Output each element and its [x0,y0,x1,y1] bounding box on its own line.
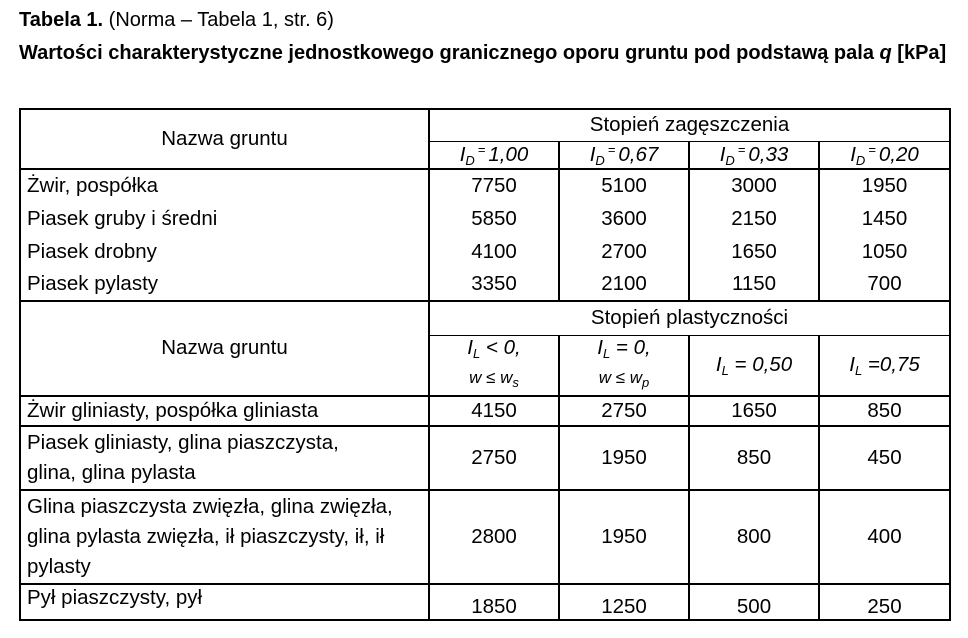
title-unit: [kPa] [891,42,947,64]
value-cell: 500 [689,584,819,620]
soil-name-cell: Piasek drobny [20,235,429,268]
section1-col-header: $I_D^=$ 0,33 [689,141,819,169]
section1-col-header: $I_D^=$ 0,67 [559,141,689,169]
value-cell: 2800 [429,490,559,584]
section1-col-header: $I_D^=$ 0,20 [819,141,950,169]
value-cell: 2700 [559,235,689,268]
table-row [20,426,950,490]
value-cell: 250 [819,584,950,620]
value-cell: 850 [689,426,819,490]
section2-name-header: Nazwa gruntu [20,301,429,396]
value-cell: 4100 [429,235,559,268]
section1-col-header: $I_D^=$ 1,00 [429,141,559,169]
section2-col-header: $I_L < 0$, $w \le w_s$ [429,335,559,396]
value-cell: 3600 [559,202,689,235]
table-caption [19,7,334,33]
table-title [19,40,949,66]
value-cell: 1650 [689,396,819,426]
soil-name-cell: Piasek gruby i średni [20,202,429,235]
soil-name-cell: Żwir, pospółka [20,169,429,202]
table-row [20,202,950,235]
soil-name-cell: Piasek gliniasty, glina piaszczysta, glina, glina pylasta [20,426,429,490]
value-cell: 400 [819,490,950,584]
value-cell: 2150 [689,202,819,235]
value-cell: 1050 [819,235,950,268]
value-cell: 2100 [559,268,689,301]
section1-group-header: Stopień zagęszczenia [429,109,950,141]
soil-name-cell: Żwir gliniasty, pospółka gliniasta [20,396,429,426]
section2-col-header: $I_L =0,75$ [819,335,950,396]
table-row [20,268,950,301]
value-cell: 850 [819,396,950,426]
value-cell: 1950 [819,169,950,202]
value-cell: 800 [689,490,819,584]
section1-group-header-row [20,109,950,141]
value-cell: 700 [819,268,950,301]
table-row [20,235,950,268]
value-cell: 3000 [689,169,819,202]
value-cell: 5850 [429,202,559,235]
table-row [20,396,950,426]
value-cell: 5100 [559,169,689,202]
soil-name-cell: Piasek pylasty [20,268,429,301]
section2-group-header-row [20,301,950,335]
soil-name-cell: Pył piaszczysty, pył [20,584,429,620]
section2-col-header: $I_L = 0$, $w \le w_p$ [559,335,689,396]
value-cell: 1950 [559,490,689,584]
value-cell: 1450 [819,202,950,235]
value-cell: 1850 [429,584,559,620]
data-table [19,108,951,621]
value-cell: 1650 [689,235,819,268]
value-cell: 3350 [429,268,559,301]
table-row [20,169,950,202]
value-cell: 450 [819,426,950,490]
table-row [20,584,950,620]
caption-text: (Norma – Tabela 1, str. 6) [103,9,334,31]
title-text: Wartości charakterystyczne jednostkowego granicznego oporu gruntu pod podstawą pala [19,42,880,64]
title-symbol: q [879,42,892,64]
caption-label: Tabela 1. [19,9,104,31]
value-cell: 1150 [689,268,819,301]
value-cell: 2750 [559,396,689,426]
value-cell: 7750 [429,169,559,202]
value-cell: 1950 [559,426,689,490]
section2-group-header: Stopień plastyczności [429,301,950,335]
value-cell: 2750 [429,426,559,490]
table-row [20,490,950,584]
value-cell: 4150 [429,396,559,426]
soil-name-cell: Glina piaszczysta zwięzła, glina zwięzła, glina pylasta zwięzła, ił piaszczysty, ił, ił pylasty [20,490,429,584]
value-cell: 1250 [559,584,689,620]
section2-col-header: $I_L = 0,50$ [689,335,819,396]
section1-name-header: Nazwa gruntu [20,109,429,169]
